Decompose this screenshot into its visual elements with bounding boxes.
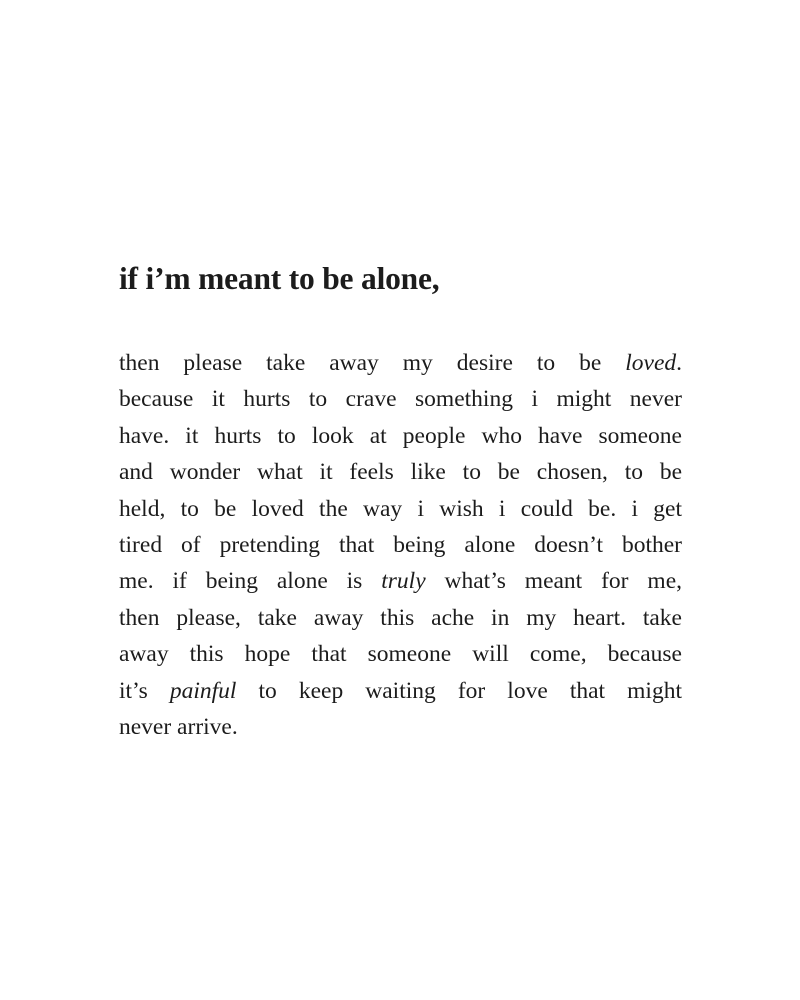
line-text: what’s meant for me,	[425, 568, 682, 595]
poem	[119, 253, 682, 745]
line-text: because it hurts to crave something i might never	[119, 386, 682, 413]
line-text: held, to be loved the way i wish i could be. i get	[119, 495, 682, 522]
line-text: then please take away my desire to be	[119, 350, 626, 376]
line-text: away this hope that someone will come, because	[119, 641, 682, 668]
line-text: to keep waiting for love that might	[236, 677, 682, 704]
poem-body	[119, 345, 682, 745]
poem-line	[119, 709, 682, 745]
line-text: it’s	[119, 677, 170, 704]
poem-line	[119, 454, 682, 490]
poem-line	[119, 345, 682, 381]
poem-line	[119, 491, 682, 527]
line-text: never arrive.	[119, 713, 238, 740]
emphasized-word: painful	[169, 677, 237, 704]
poem-line	[119, 563, 682, 599]
poem-line	[119, 418, 682, 454]
line-text: have. it hurts to look at people who have someone	[119, 422, 682, 449]
line-text: .	[676, 350, 682, 376]
line-text: and wonder what it feels like to be chosen, to be	[119, 459, 682, 486]
line-text: then please, take away this ache in my heart. take	[119, 604, 682, 631]
line-text: me. if being alone is	[119, 568, 382, 595]
poem-line	[119, 673, 682, 709]
line-text: tired of pretending that being alone doesn’t bother	[119, 531, 682, 558]
poem-line	[119, 600, 682, 636]
poem-title: if i’m meant to be alone,	[119, 261, 440, 296]
poem-line	[119, 381, 682, 417]
emphasized-word: loved	[625, 350, 677, 376]
poem-line	[119, 527, 682, 563]
poem-line	[119, 636, 682, 672]
emphasized-word: truly	[381, 568, 426, 595]
